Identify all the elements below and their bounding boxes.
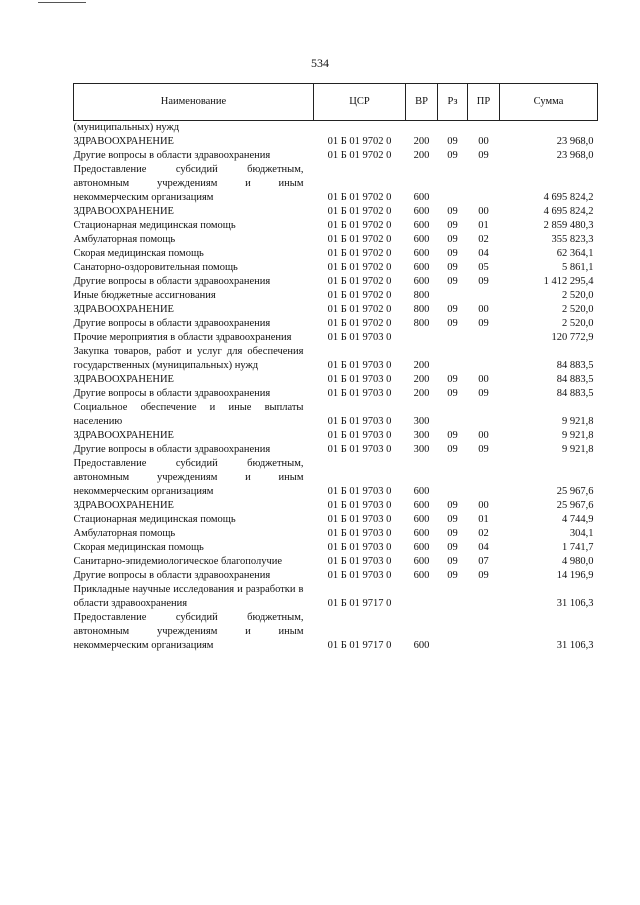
column-header-name: Наименование [74,84,314,121]
cell-rz [438,583,468,611]
table-body [74,121,598,654]
cell-sum: 23 968,0 [556,150,594,161]
cell-pr [468,611,500,653]
table-row [74,443,598,457]
table-row [74,541,598,555]
cell-sum: 4 744,9 [562,514,594,525]
table-row [74,289,598,303]
cell-vr: 200 [413,360,430,371]
cell-pr [468,289,500,303]
cell-sum: 25 967,6 [556,486,594,497]
cell-name: Санаторно-оздоровительная помощь [73,262,238,273]
cell-csr: 01 Б 01 9702 0 [327,192,392,203]
cell-sum: 2 520,0 [562,318,594,329]
cell-sum: 2 520,0 [562,304,594,315]
cell-vr: 600 [413,570,430,581]
table-row [74,135,598,149]
cell-rz: 09 [447,206,458,217]
cell-sum: 4 695 824,2 [543,206,594,217]
cell-name: Стационарная медицинская помощь [73,514,236,525]
table-row [74,317,598,331]
table-row [74,527,598,541]
table-row [74,373,598,387]
cell-rz: 09 [447,444,458,455]
column-header-rz: Рз [438,84,468,121]
table-row [74,499,598,513]
cell-csr: 01 Б 01 9702 0 [327,262,392,273]
cell-rz: 09 [447,304,458,315]
cell-rz: 09 [447,528,458,539]
cell-csr: 01 Б 01 9702 0 [327,276,392,287]
cell-name: Другие вопросы в области здравоохранения [73,276,271,287]
cell-name: Другие вопросы в области здравоохранения [73,570,271,581]
cell-vr: 300 [413,430,430,441]
cell-vr [406,331,438,345]
cell-sum: 1 412 295,4 [543,276,594,287]
cell-sum: 31 106,3 [556,598,594,609]
cell-sum: 84 883,5 [556,388,594,399]
cell-csr [314,121,406,136]
cell-vr: 200 [413,150,430,161]
cell-rz [438,401,468,429]
cell-pr [468,121,500,136]
cell-name: Другие вопросы в области здравоохранения [73,388,271,399]
cell-name: Санитарно-эпидемиологическое благополучие [73,556,283,567]
cell-pr: 09 [478,150,489,161]
table-row [74,611,598,653]
cell-csr: 01 Б 01 9702 0 [327,206,392,217]
budget-table [73,83,598,653]
cell-csr: 01 Б 01 9702 0 [327,136,392,147]
table-header-row [74,84,598,121]
page-number: 534 [311,56,329,70]
cell-name: ЗДРАВООХРАНЕНИЕ [73,500,174,511]
cell-name: Прочие мероприятия в области здравоохранения [73,332,292,343]
cell-sum: 4 695 824,2 [543,192,594,203]
cell-csr: 01 Б 01 9717 0 [327,598,392,609]
cell-name: ЗДРАВООХРАНЕНИЕ [73,206,174,217]
table-row [74,387,598,401]
cell-pr [468,345,500,373]
cell-sum: 1 741,7 [562,542,594,553]
column-header-vr: ВР [406,84,438,121]
cell-csr: 01 Б 01 9703 0 [327,430,392,441]
cell-csr: 01 Б 01 9703 0 [327,500,392,511]
cell-pr: 04 [478,542,489,553]
cell-csr: 01 Б 01 9703 0 [327,528,392,539]
cell-pr: 01 [478,514,489,525]
cell-pr [468,583,500,611]
cell-name: Другие вопросы в области здравоохранения [73,444,271,455]
cell-vr: 600 [413,192,430,203]
cell-name: Стационарная медицинская помощь [73,220,236,231]
cell-pr: 00 [478,374,489,385]
table-row [74,583,598,611]
cell-name: Прикладные научные исследования и разработки в области здравоохранения [73,584,304,609]
cell-rz [438,163,468,205]
cell-csr: 01 Б 01 9702 0 [327,234,392,245]
cell-vr [406,121,438,136]
cell-pr: 09 [478,276,489,287]
cell-rz: 09 [447,150,458,161]
cell-vr: 600 [413,500,430,511]
cell-vr: 600 [413,542,430,553]
column-header-csr: ЦСР [314,84,406,121]
cell-sum: 4 980,0 [562,556,594,567]
cell-vr: 600 [413,640,430,651]
cell-csr: 01 Б 01 9703 0 [327,444,392,455]
table-row [74,205,598,219]
cell-vr: 600 [413,206,430,217]
cell-vr: 300 [413,444,430,455]
cell-sum: 355 823,3 [551,234,594,245]
table-row [74,303,598,317]
table-row [74,261,598,275]
cell-pr: 00 [478,304,489,315]
cell-sum: 304,1 [569,528,594,539]
cell-pr [468,331,500,345]
cell-rz [438,345,468,373]
cell-name: (муниципальных) нужд [73,122,180,133]
cell-rz: 09 [447,136,458,147]
column-header-pr: ПР [468,84,500,121]
cell-rz: 09 [447,514,458,525]
cell-rz [438,611,468,653]
cell-sum: 31 106,3 [556,640,594,651]
cell-csr: 01 Б 01 9703 0 [327,514,392,525]
cell-name: ЗДРАВООХРАНЕНИЕ [73,304,174,315]
cell-vr: 200 [413,374,430,385]
cell-sum: 120 772,9 [551,332,594,343]
cell-csr: 01 Б 01 9703 0 [327,416,392,427]
table-row [74,247,598,261]
cell-csr: 01 Б 01 9703 0 [327,360,392,371]
cell-vr: 600 [413,262,430,273]
cell-rz: 09 [447,388,458,399]
cell-pr: 09 [478,318,489,329]
cell-csr: 01 Б 01 9703 0 [327,388,392,399]
table-row [74,275,598,289]
cell-pr: 05 [478,262,489,273]
cell-rz [438,121,468,136]
cell-pr: 01 [478,220,489,231]
cell-sum [500,121,598,136]
cell-vr: 600 [413,248,430,259]
cell-sum: 84 883,5 [556,374,594,385]
table-row [74,233,598,247]
cell-csr: 01 Б 01 9702 0 [327,150,392,161]
column-header-sum: Сумма [500,84,598,121]
table-row [74,163,598,205]
cell-rz: 09 [447,276,458,287]
cell-vr: 200 [413,388,430,399]
cell-vr: 600 [413,556,430,567]
table-row [74,429,598,443]
cell-pr [468,457,500,499]
top-rule [38,2,86,3]
cell-pr: 09 [478,570,489,581]
cell-vr: 600 [413,220,430,231]
cell-pr: 00 [478,430,489,441]
cell-csr: 01 Б 01 9703 0 [327,570,392,581]
table-row [74,149,598,163]
cell-pr: 00 [478,206,489,217]
cell-rz: 09 [447,542,458,553]
cell-name: Предоставление субсидий бюджетным, автономным учреждениям и иным некоммерческим организациям [73,612,304,651]
cell-name: Социальное обеспечение и иные выплаты населению [73,402,304,427]
cell-name: ЗДРАВООХРАНЕНИЕ [73,374,174,385]
cell-pr: 09 [478,444,489,455]
table-row [74,345,598,373]
cell-rz: 09 [447,262,458,273]
cell-sum: 9 921,8 [562,430,594,441]
cell-csr: 01 Б 01 9703 0 [327,486,392,497]
cell-vr: 600 [413,276,430,287]
cell-name: Скорая медицинская помощь [73,248,204,259]
cell-pr: 00 [478,136,489,147]
cell-sum: 2 520,0 [562,290,594,301]
cell-vr: 800 [413,318,430,329]
cell-rz [438,331,468,345]
cell-name: Амбулаторная помощь [73,234,176,245]
cell-name: Предоставление субсидий бюджетным, автономным учреждениям и иным некоммерческим организациям [73,164,304,203]
cell-csr: 01 Б 01 9702 0 [327,220,392,231]
cell-vr [406,583,438,611]
cell-name: Амбулаторная помощь [73,528,176,539]
cell-sum: 25 967,6 [556,500,594,511]
cell-pr: 04 [478,248,489,259]
cell-name: ЗДРАВООХРАНЕНИЕ [73,430,174,441]
cell-name: Скорая медицинская помощь [73,542,204,553]
cell-rz: 09 [447,430,458,441]
cell-rz: 09 [447,248,458,259]
cell-vr: 600 [413,234,430,245]
cell-pr: 02 [478,234,489,245]
cell-pr: 07 [478,556,489,567]
table-row [74,457,598,499]
cell-csr: 01 Б 01 9702 0 [327,304,392,315]
cell-rz [438,457,468,499]
cell-pr: 09 [478,388,489,399]
cell-rz: 09 [447,500,458,511]
cell-csr: 01 Б 01 9702 0 [327,248,392,259]
cell-name: Иные бюджетные ассигнования [73,290,216,301]
cell-sum: 23 968,0 [556,136,594,147]
cell-rz: 09 [447,220,458,231]
table-row [74,219,598,233]
table-row [74,569,598,583]
cell-csr: 01 Б 01 9717 0 [327,640,392,651]
cell-csr: 01 Б 01 9703 0 [327,332,392,343]
cell-name: Закупка товаров, работ и услуг для обеспечения государственных (муниципальных) нужд [73,346,304,371]
cell-sum: 9 921,8 [562,444,594,455]
table-row [74,555,598,569]
cell-name: ЗДРАВООХРАНЕНИЕ [73,136,174,147]
cell-pr [468,401,500,429]
cell-vr: 600 [413,486,430,497]
cell-pr [468,163,500,205]
cell-csr: 01 Б 01 9703 0 [327,374,392,385]
cell-vr: 600 [413,514,430,525]
table-row [74,331,598,345]
cell-sum: 5 861,1 [562,262,594,273]
cell-sum: 84 883,5 [556,360,594,371]
cell-vr: 800 [413,290,430,301]
cell-name: Предоставление субсидий бюджетным, автономным учреждениям и иным некоммерческим организациям [73,458,304,497]
cell-pr: 02 [478,528,489,539]
cell-name: Другие вопросы в области здравоохранения [73,150,271,161]
cell-csr: 01 Б 01 9702 0 [327,318,392,329]
cell-rz: 09 [447,374,458,385]
table-row [74,401,598,429]
cell-rz: 09 [447,570,458,581]
cell-rz: 09 [447,318,458,329]
cell-sum: 2 859 480,3 [543,220,594,231]
cell-sum: 9 921,8 [562,416,594,427]
table-row [74,121,598,136]
cell-csr: 01 Б 01 9703 0 [327,542,392,553]
cell-vr: 800 [413,304,430,315]
cell-sum: 62 364,1 [556,248,594,259]
cell-rz: 09 [447,234,458,245]
cell-pr: 00 [478,500,489,511]
cell-sum: 14 196,9 [556,570,594,581]
cell-csr: 01 Б 01 9703 0 [327,556,392,567]
cell-vr: 600 [413,528,430,539]
cell-csr: 01 Б 01 9702 0 [327,290,392,301]
cell-name: Другие вопросы в области здравоохранения [73,318,271,329]
cell-vr: 300 [413,416,430,427]
cell-rz [438,289,468,303]
table-row [74,513,598,527]
cell-vr: 200 [413,136,430,147]
cell-rz: 09 [447,556,458,567]
